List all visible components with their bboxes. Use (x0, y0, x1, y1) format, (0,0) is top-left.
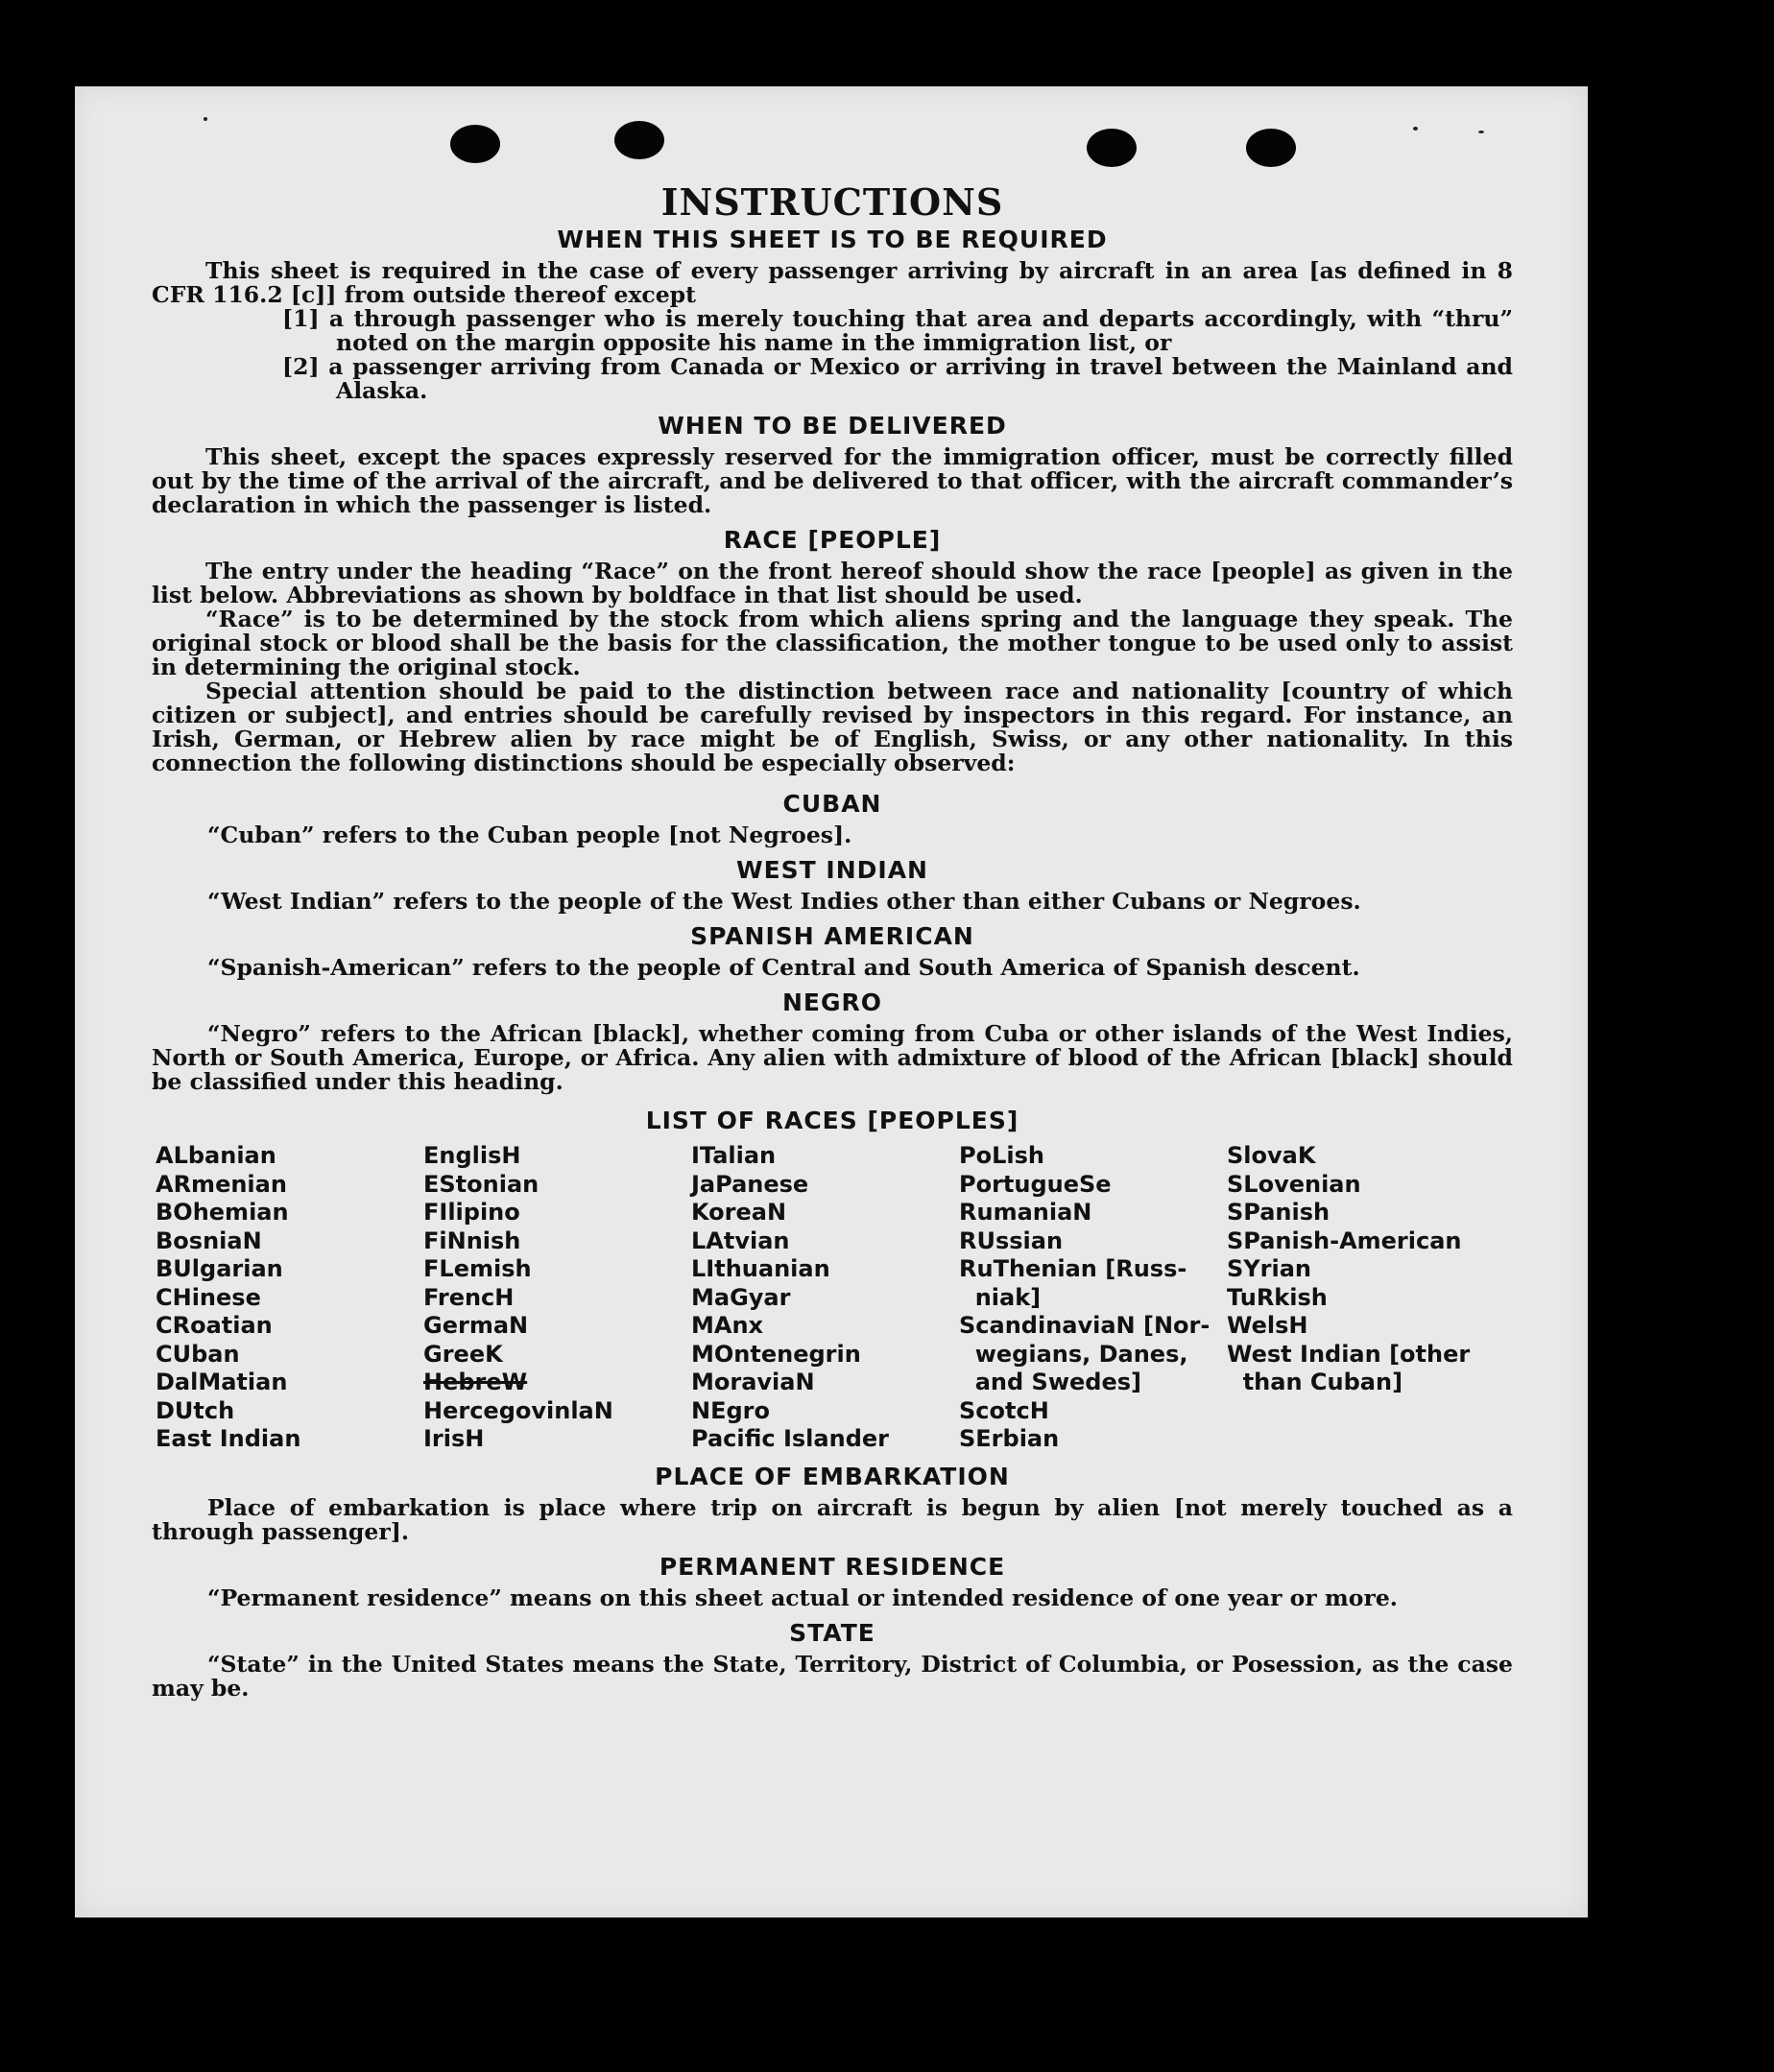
race-entry: CHinese (156, 1283, 261, 1311)
race-entry: BosniaN (156, 1227, 262, 1254)
race-entry: Pacific Islander (691, 1425, 889, 1452)
race-entry-struck: HebreW (423, 1369, 528, 1395)
section-heading: SPANISH AMERICAN (690, 922, 974, 950)
paragraph: “State” in the United States means the State, Territory, District of Columbia, or Posession, as the case may be. (152, 1650, 1513, 1702)
race-entry: BUlgarian (156, 1255, 283, 1282)
race-entry: MoraviaN (691, 1369, 815, 1395)
race-entry: MaGyar (691, 1283, 791, 1311)
race-entry: JaPanese (691, 1170, 809, 1198)
race-entry: TuRkish (1227, 1283, 1328, 1311)
race-entry: FrencH (423, 1283, 515, 1311)
section-heading: WEST INDIAN (736, 856, 928, 884)
section-heading: STATE (789, 1618, 875, 1647)
section-heading: WHEN THIS SHEET IS TO BE REQUIRED (557, 226, 1108, 253)
race-entry: than Cuban] (1227, 1369, 1403, 1395)
race-entry: SPanish (1227, 1199, 1330, 1226)
race-column (423, 1142, 691, 1454)
race-entry: GreeK (423, 1340, 503, 1368)
race-entry: East Indian (156, 1425, 301, 1452)
race-entry: and Swedes] (959, 1369, 1141, 1395)
paragraph: “Race” is to be determined by the stock from which aliens spring and the language they speak. The original stock or blood shall be the basis for the classification, the mother tongue to be used only to assist in determining the original stock. (152, 606, 1513, 680)
race-entry: FiNnish (423, 1227, 521, 1254)
page-title: INSTRUCTIONS (660, 180, 1004, 224)
race-entry: DalMatian (156, 1369, 288, 1395)
race-entry: ITalian (691, 1142, 777, 1169)
list-item: [1] a through passenger who is merely touching that area and departs accordingly, with “thru” noted on the margin opposite his name in the immigration list, or (282, 305, 1513, 356)
section-heading: LIST OF RACES [PEOPLES] (645, 1107, 1019, 1134)
race-entry: SPanish-American (1227, 1227, 1462, 1254)
race-entry: HercegovinlaN (423, 1396, 613, 1424)
paragraph: Place of embarkation is place where trip on aircraft is begun by alien [not merely touched as a through passenger]. (152, 1493, 1513, 1545)
race-entry: SLovenian (1227, 1170, 1361, 1198)
race-entry: RumaniaN (959, 1199, 1092, 1226)
paragraph: This sheet is required in the case of every passenger arriving by aircraft in an area [as defined in 8 CFR 116.2 [c]] from outside thereof except (152, 257, 1513, 308)
section-heading: PLACE OF EMBARKATION (655, 1462, 1010, 1490)
race-column (156, 1142, 423, 1454)
race-entry: ScandinaviaN [Nor- (959, 1312, 1211, 1339)
race-entry: MAnx (691, 1312, 764, 1339)
race-entry: RUssian (959, 1227, 1064, 1254)
race-entry: West Indian [other (1227, 1340, 1471, 1368)
paragraph: “Spanish-American” refers to the people of Central and South America of Spanish descent. (207, 954, 1360, 981)
section-heading: PERMANENT RESIDENCE (659, 1552, 1006, 1581)
paragraph: “Negro” refers to the African [black], whether coming from Cuba or other islands of the West Indies, North or South America, Europe, or Africa. Any alien with admixture of blood of the African [black] should be classified under this heading. (152, 1020, 1513, 1095)
document-sheet (75, 86, 1588, 1917)
paragraph: “Permanent residence” means on this sheet actual or intended residence of one year or more. (207, 1584, 1398, 1611)
race-column (959, 1142, 1227, 1454)
race-entry: MOntenegrin (691, 1340, 861, 1368)
race-column (691, 1142, 959, 1454)
race-entry: CUban (156, 1340, 240, 1368)
race-entry: SlovaK (1227, 1142, 1316, 1169)
race-entry: wegians, Danes, (959, 1340, 1188, 1368)
race-entry: EStonian (423, 1170, 539, 1198)
race-entry: SYrian (1227, 1255, 1312, 1282)
race-entry: RuThenian [Russ- (959, 1255, 1187, 1282)
speck (204, 117, 207, 121)
speck (1413, 127, 1418, 131)
race-entry: FIlipino (423, 1199, 520, 1226)
race-entry: DUtch (156, 1396, 235, 1424)
paragraph: “Cuban” refers to the Cuban people [not Negroes]. (207, 822, 852, 848)
race-entry: ALbanian (156, 1142, 276, 1169)
race-column (1227, 1142, 1517, 1454)
race-entry: KoreaN (691, 1199, 787, 1226)
race-entry: IrisH (423, 1425, 485, 1452)
speck (1478, 131, 1484, 133)
race-entry: WelsH (1227, 1312, 1308, 1339)
punch-hole (450, 125, 500, 163)
race-entry: CRoatian (156, 1312, 273, 1339)
punch-hole (1087, 129, 1137, 167)
section-heading: RACE [PEOPLE] (723, 526, 942, 554)
instructions-content (152, 182, 1513, 1701)
section-heading: CUBAN (782, 790, 882, 818)
punch-hole (614, 121, 664, 159)
section-heading: WHEN TO BE DELIVERED (658, 412, 1007, 440)
race-entry: FLemish (423, 1255, 532, 1282)
race-entry: SErbian (959, 1425, 1060, 1452)
paragraph: “West Indian” refers to the people of the West Indies other than either Cubans or Negroes. (207, 888, 1361, 915)
paragraph: This sheet, except the spaces expressly reserved for the immigration officer, must be correctly filled out by the time of the arrival of the aircraft, and be delivered to that officer, with the aircraft commander’s declaration in which the passenger is listed. (152, 443, 1513, 518)
race-entry: BOhemian (156, 1199, 289, 1226)
list-item: [2] a passenger arriving from Canada or Mexico or arriving in travel between the Mainland and Alaska. (282, 353, 1513, 404)
punch-hole (1246, 129, 1296, 167)
section-heading: NEGRO (781, 988, 883, 1016)
race-entry: PoLish (959, 1142, 1044, 1169)
race-entry: NEgro (691, 1396, 770, 1424)
race-entry: LAtvian (691, 1227, 790, 1254)
race-entry: ScotcH (959, 1396, 1049, 1424)
race-list (156, 1142, 1513, 1454)
race-entry: GermaN (423, 1312, 529, 1339)
race-entry: EnglisH (423, 1142, 521, 1169)
race-entry: LIthuanian (691, 1255, 830, 1282)
race-entry: PortugueSe (959, 1170, 1112, 1198)
race-entry: niak] (959, 1283, 1042, 1311)
race-entry: ARmenian (156, 1170, 287, 1198)
paragraph: Special attention should be paid to the distinction between race and nationality [country of which citizen or subject], and entries should be carefully revised by inspectors in this regard. For instance, an Irish, German, or Hebrew alien by race might be of English, Swiss, or any other nationality. In this connection the following distinctions should be especially observed: (152, 678, 1513, 776)
paragraph: The entry under the heading “Race” on the front hereof should show the race [people] as given in the list below. Abbreviations as shown by boldface in that list should be used. (152, 558, 1513, 608)
